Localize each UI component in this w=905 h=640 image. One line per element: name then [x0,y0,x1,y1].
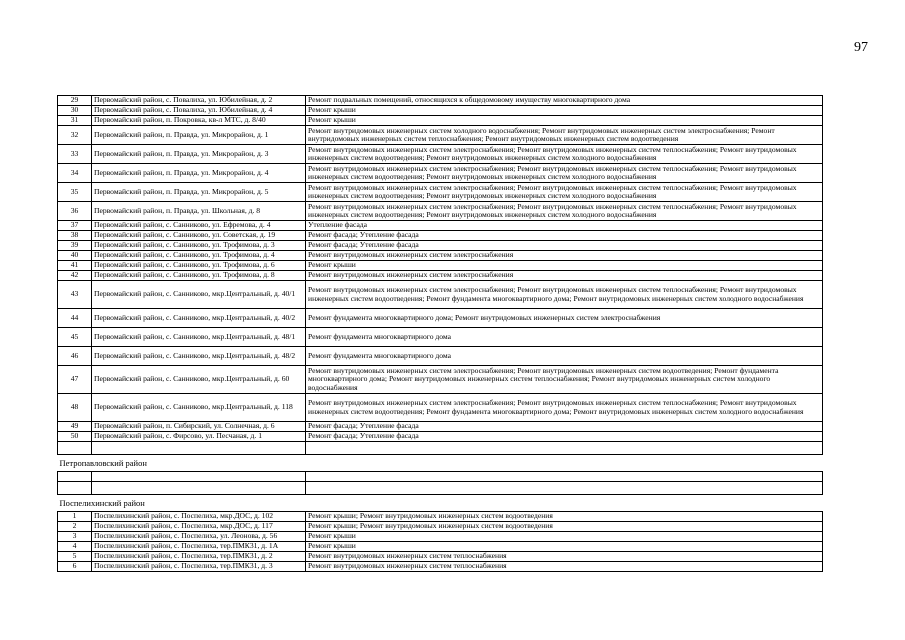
address-cell: Первомайский район, с. Санниково, ул. Трофимова, д. 6 [92,261,306,271]
work-type-cell: Ремонт внутридомовых инженерных систем электроснабжения [306,271,823,281]
address-cell: Первомайский район, с. Санниково, мкр.Центральный, д. 60 [92,366,306,394]
empty-cell [58,472,92,482]
table-row [58,512,823,522]
table-row [58,202,823,221]
spacer-row [58,482,823,495]
row-number: 44 [58,309,92,328]
table-row [58,116,823,126]
work-type-cell: Утепление фасада [306,221,823,231]
repair-register-table [57,95,823,572]
row-number: 3 [58,532,92,542]
row-number: 41 [58,261,92,271]
table-row [58,542,823,552]
section-row-pospelikhinsky [58,495,823,512]
address-cell: Поспелихинский район, с. Поспелиха, тер.ПМК31, д. 1А [92,542,306,552]
table-row [58,221,823,231]
address-cell: Первомайский район, с. Санниково, ул. Ефремова, д. 4 [92,221,306,231]
table-row [58,432,823,442]
address-cell: Первомайский район, п. Сибирский, ул. Солнечная, д. 6 [92,422,306,432]
address-cell: Поспелихинский район, с. Поспелиха, тер.ПМК31, д. 2 [92,552,306,562]
address-cell: Первомайский район, с. Повалиха, ул. Юбилейная, д. 4 [92,106,306,116]
work-type-cell: Ремонт внутридомовых инженерных систем электроснабжения; Ремонт внутридомовых инженерных систем теплоснабжения; Ремонт внутридомовых инженерных систем водоотведения; Ремонт внутридомовых инженерных систем холодного водоснабжения [306,202,823,221]
work-type-cell: Ремонт крыши [306,532,823,542]
table-row [58,251,823,261]
work-type-cell: Ремонт внутридомовых инженерных систем холодного водоснабжения; Ремонт внутридомовых инженерных систем электроснабжения; Ремонт внутридомовых инженерных систем теплоснабжения; Ремонт внутридомовых инженерных систем водоотведения [306,126,823,145]
row-number: 35 [58,183,92,202]
address-cell: Первомайский район, п. Покровка, кв-л МТС, д. 8/40 [92,116,306,126]
row-number: 5 [58,552,92,562]
row-number: 45 [58,328,92,347]
row-number: 42 [58,271,92,281]
table-row [58,522,823,532]
spacer-row [58,442,823,455]
empty-cell [58,482,92,495]
address-cell: Поспелихинский район, с. Поспелиха, мкр.ДОС, д. 102 [92,512,306,522]
row-number: 34 [58,164,92,183]
address-cell: Первомайский район, с. Санниково, ул. Трофимова, д. 8 [92,271,306,281]
address-cell: Первомайский район, с. Санниково, ул. Трофимова, д. 3 [92,241,306,251]
row-number: 37 [58,221,92,231]
address-cell: Первомайский район, п. Правда, ул. Микрорайон, д. 3 [92,145,306,164]
address-cell: Первомайский район, п. Правда, ул. Школьная, д. 8 [92,202,306,221]
row-number: 29 [58,96,92,106]
work-type-cell: Ремонт внутридомовых инженерных систем электроснабжения; Ремонт внутридомовых инженерных систем теплоснабжения; Ремонт внутридомовых инженерных систем водоотведения; Ремонт фундамента многоквартирного дома; Ремонт внутридомовых инженерных систем холодного водоснабжения [306,281,823,309]
table-row [58,126,823,145]
work-type-cell: Ремонт крыши; Ремонт внутридомовых инженерных систем водоотведения [306,522,823,532]
work-type-cell: Ремонт фундамента многоквартирного дома [306,328,823,347]
row-number: 36 [58,202,92,221]
work-type-cell: Ремонт внутридомовых инженерных систем теплоснабжения [306,552,823,562]
section-heading: Поспелихинский район [58,495,823,512]
row-number: 43 [58,281,92,309]
table-body [58,96,823,572]
section-heading: Петропавловский район [58,455,823,472]
work-type-cell: Ремонт фасада; Утепление фасада [306,422,823,432]
address-cell: Первомайский район, с. Санниково, мкр.Центральный, д. 48/1 [92,328,306,347]
table-row [58,328,823,347]
address-cell: Первомайский район, с. Санниково, мкр.Центральный, д. 118 [92,394,306,422]
work-type-cell: Ремонт внутридомовых инженерных систем электроснабжения; Ремонт внутридомовых инженерных систем теплоснабжения; Ремонт внутридомовых инженерных систем водоотведения; Ремонт внутридомовых инженерных систем холодного водоснабжения [306,145,823,164]
work-type-cell: Ремонт фасада; Утепление фасада [306,241,823,251]
work-type-cell: Ремонт подвальных помещений, относящихся к общедомовому имуществу многоквартирного дома [306,96,823,106]
page-number: 97 [854,40,868,55]
work-type-cell: Ремонт крыши [306,261,823,271]
address-cell: Поспелихинский район, с. Поспелиха, ул. Леонова, д. 56 [92,532,306,542]
row-number: 30 [58,106,92,116]
empty-cell [306,482,823,495]
table-row [58,281,823,309]
table-row [58,309,823,328]
table-row [58,271,823,281]
table-row [58,552,823,562]
work-type-cell: Ремонт внутридомовых инженерных систем теплоснабжения [306,562,823,572]
address-cell: Первомайский район, с. Санниково, ул. Советская, д. 19 [92,231,306,241]
row-number: 46 [58,347,92,366]
row-number: 32 [58,126,92,145]
table-row [58,231,823,241]
section-row-petropavlovsky [58,455,823,472]
work-type-cell: Ремонт крыши [306,542,823,552]
empty-cell [306,442,823,455]
table-row [58,164,823,183]
address-cell: Первомайский район, с. Санниково, мкр.Центральный, д. 40/1 [92,281,306,309]
address-cell: Поспелихинский район, с. Поспелиха, мкр.ДОС, д. 117 [92,522,306,532]
address-cell: Первомайский район, с. Санниково, мкр.Центральный, д. 40/2 [92,309,306,328]
row-number: 40 [58,251,92,261]
address-cell: Первомайский район, с. Санниково, мкр.Центральный, д. 48/2 [92,347,306,366]
row-number: 50 [58,432,92,442]
row-number: 38 [58,231,92,241]
address-cell: Первомайский район, п. Правда, ул. Микрорайон, д. 1 [92,126,306,145]
table-row [58,422,823,432]
row-number: 49 [58,422,92,432]
empty-cell [92,442,306,455]
address-cell: Поспелихинский район, с. Поспелиха, тер.ПМК31, д. 3 [92,562,306,572]
row-number: 6 [58,562,92,572]
table-row [58,394,823,422]
address-cell: Первомайский район, с. Фирсово, ул. Песчаная, д. 1 [92,432,306,442]
work-type-cell: Ремонт внутридомовых инженерных систем электроснабжения; Ремонт внутридомовых инженерных систем теплоснабжения; Ремонт внутридомовых инженерных систем водоотведения; Ремонт внутридомовых инженерных систем холодного водоснабжения [306,183,823,202]
table-row [58,96,823,106]
table-row [58,347,823,366]
empty-cell [306,472,823,482]
address-cell: Первомайский район, п. Правда, ул. Микрорайон, д. 4 [92,164,306,183]
empty-cell [92,472,306,482]
table-row [58,241,823,251]
work-type-cell: Ремонт крыши [306,116,823,126]
work-type-cell: Ремонт фасада; Утепление фасада [306,432,823,442]
table-row [58,562,823,572]
work-type-cell: Ремонт внутридомовых инженерных систем электроснабжения; Ремонт внутридомовых инженерных систем теплоснабжения; Ремонт внутридомовых инженерных систем водоотведения; Ремонт фундамента многоквартирного дома; Ремонт внутридомовых инженерных систем холодного водоснабжения [306,394,823,422]
empty-cell [92,482,306,495]
row-number: 31 [58,116,92,126]
work-type-cell: Ремонт фасада; Утепление фасада [306,231,823,241]
table-row [58,261,823,271]
empty-row [58,472,823,482]
row-number: 48 [58,394,92,422]
work-type-cell: Ремонт фундамента многоквартирного дома; Ремонт внутридомовых инженерных систем электроснабжения [306,309,823,328]
row-number: 4 [58,542,92,552]
row-number: 39 [58,241,92,251]
work-type-cell: Ремонт крыши; Ремонт внутридомовых инженерных систем водоотведения [306,512,823,522]
work-type-cell: Ремонт крыши [306,106,823,116]
table-row [58,183,823,202]
row-number: 1 [58,512,92,522]
work-type-cell: Ремонт внутридомовых инженерных систем электроснабжения; Ремонт внутридомовых инженерных систем теплоснабжения; Ремонт внутридомовых инженерных систем водоотведения; Ремонт внутридомовых инженерных систем холодного водоснабжения [306,164,823,183]
row-number: 47 [58,366,92,394]
table-row [58,532,823,542]
work-type-cell: Ремонт фундамента многоквартирного дома [306,347,823,366]
address-cell: Первомайский район, с. Повалиха, ул. Юбилейная, д. 2 [92,96,306,106]
work-type-cell: Ремонт внутридомовых инженерных систем электроснабжения [306,251,823,261]
work-type-cell: Ремонт внутридомовых инженерных систем электроснабжения; Ремонт внутридомовых инженерных систем водоотведения; Ремонт фундамента многоквартирного дома; Ремонт внутридомовых инженерных систем теплоснабжения; Ремонт внутридомовых инженерных систем холодного водоснабжения [306,366,823,394]
address-cell: Первомайский район, с. Санниково, ул. Трофимова, д. 4 [92,251,306,261]
table-row [58,366,823,394]
row-number: 33 [58,145,92,164]
row-number: 2 [58,522,92,532]
table-row [58,106,823,116]
address-cell: Первомайский район, п. Правда, ул. Микрорайон, д. 5 [92,183,306,202]
table-row [58,145,823,164]
empty-cell [58,442,92,455]
